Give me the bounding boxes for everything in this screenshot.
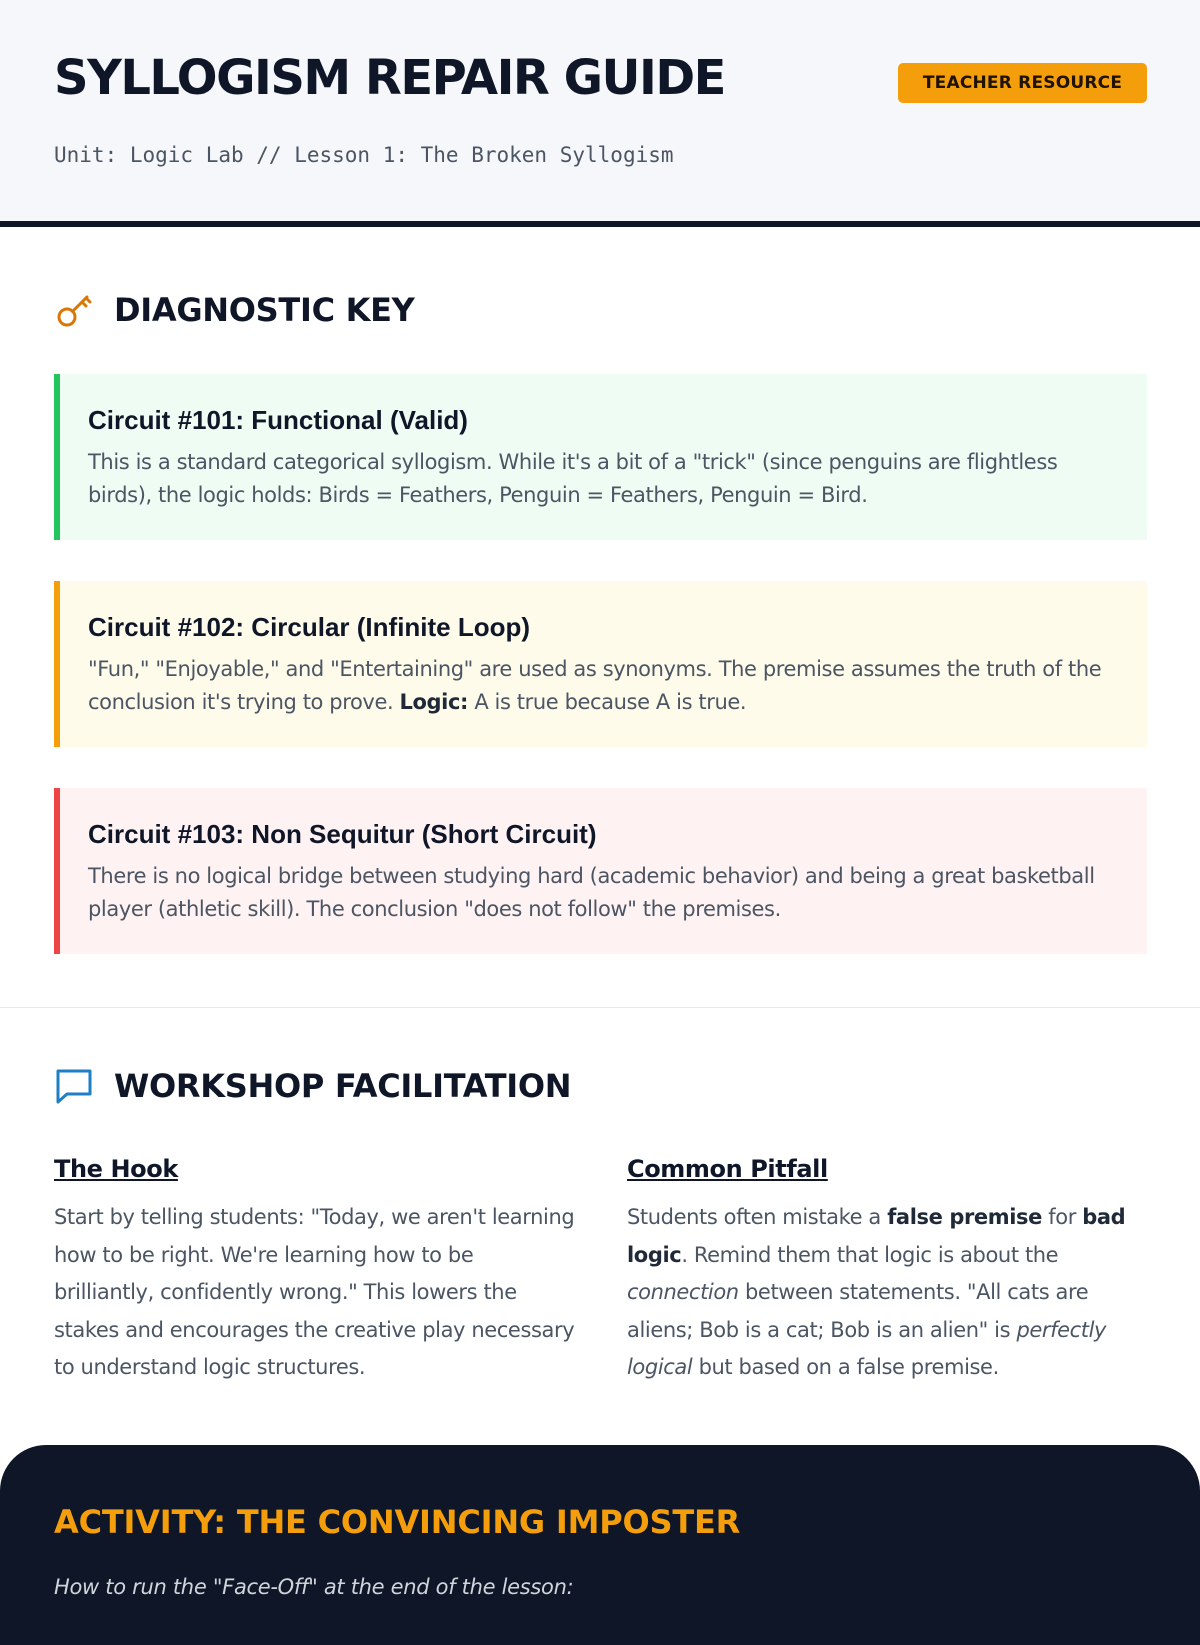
circuit-101-title: Circuit #101: Functional (Valid) [88, 405, 468, 435]
circuit-103-title: Circuit #103: Non Sequitur (Short Circuit) [88, 819, 597, 849]
pitfall-body: Students often mistake a false premise for bad logic. Remind them that logic is about the connection between statements. "All cats are aliens; Bob is a cat; Bob is an alien" is perfectly logical but based on a false premise. [627, 1205, 1126, 1379]
section-divider [0, 1007, 1200, 1008]
circuit-101-card [54, 374, 1147, 540]
page-title: SYLLOGISM REPAIR GUIDE [54, 50, 725, 106]
activity-title: ACTIVITY: THE CONVINCING IMPOSTER [54, 1503, 741, 1541]
circuit-102-body: "Fun," "Enjoyable," and "Entertaining" are used as synonyms. The premise assumes the truth of the conclusion it's trying to prove. Logic: A is true because A is true. [88, 657, 1102, 714]
chat-bubble-icon [54, 1066, 94, 1106]
circuit-103-card [54, 788, 1147, 954]
circuit-102-card [54, 581, 1147, 747]
key-icon [54, 290, 94, 330]
teacher-resource-badge: TEACHER RESOURCE [898, 63, 1147, 103]
page-header [0, 0, 1200, 227]
workshop-facilitation-title: WORKSHOP FACILITATION [114, 1067, 572, 1105]
activity-panel [0, 1445, 1200, 1645]
activity-subtitle: How to run the "Face-Off" at the end of the lesson: [54, 1575, 574, 1599]
unit-lesson-subtitle: Unit: Logic Lab // Lesson 1: The Broken Syllogism [54, 143, 674, 167]
circuit-101-body: This is a standard categorical syllogism. While it's a bit of a "trick" (since penguins are flightless birds), the logic holds: Birds = Feathers, Penguin = Feathers, Penguin = Bird. [88, 450, 1058, 507]
circuit-103-body: There is no logical bridge between studying hard (academic behavior) and being a great basketball player (athletic skill). The conclusion "does not follow" the premises. [88, 864, 1095, 921]
pitfall-column [627, 1152, 1152, 1387]
pitfall-title: Common Pitfall [627, 1155, 828, 1183]
hook-title: The Hook [54, 1155, 178, 1183]
diagnostic-key-title: DIAGNOSTIC KEY [114, 291, 415, 329]
hook-body: Start by telling students: "Today, we aren't learning how to be right. We're learning how to be brilliantly, confidently wrong." This lowers the stakes and encourages the creative play necessary to understand logic structures. [54, 1205, 575, 1379]
hook-column [54, 1152, 579, 1387]
circuit-102-title: Circuit #102: Circular (Infinite Loop) [88, 612, 531, 642]
